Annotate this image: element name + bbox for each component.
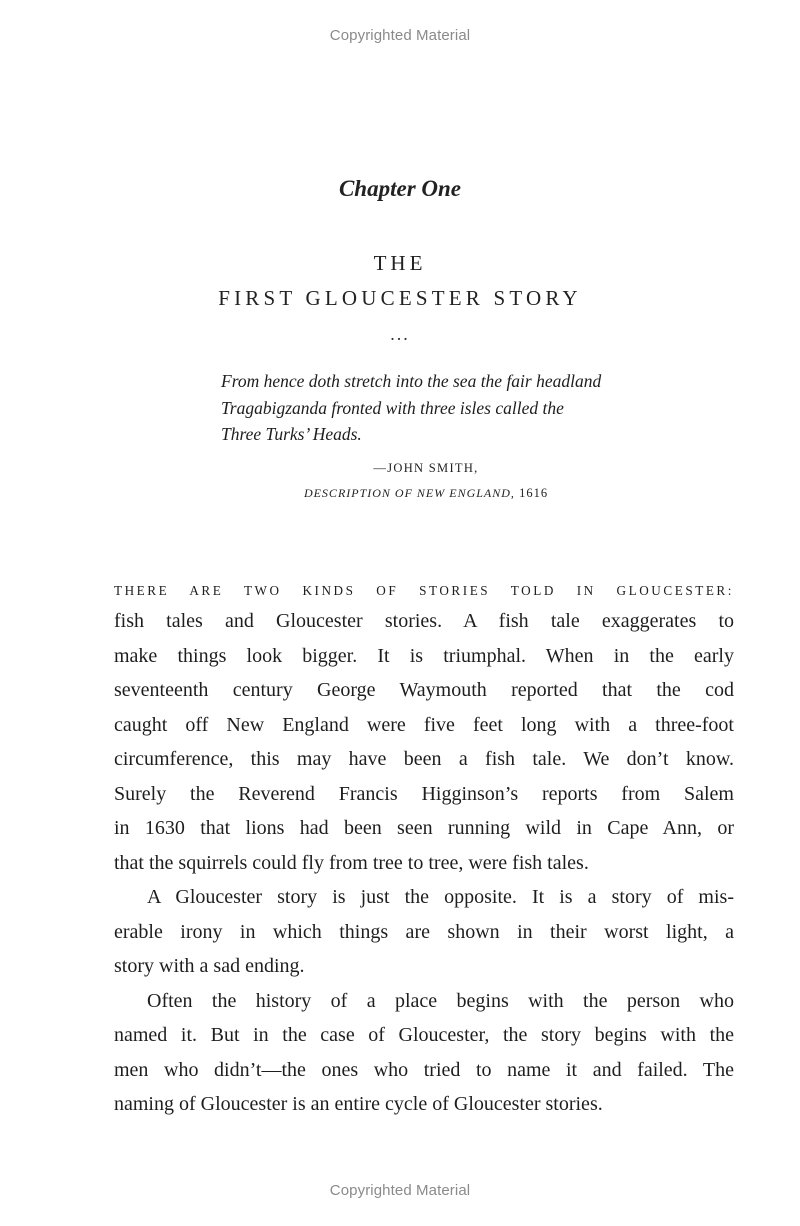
epigraph-line: Three Turks’ Heads. — [221, 424, 362, 444]
body-line: caught off New England were five feet long with a three-foot — [114, 713, 734, 736]
body-line: in 1630 that lions had been seen running wild in Cape Ann, or — [114, 817, 734, 839]
body-line: seventeenth century George Waymouth reported that the cod — [114, 679, 734, 701]
chapter-title-line-1: THE — [373, 251, 427, 275]
body-line: named it. But in the case of Gloucester, the story begins with the — [114, 1024, 734, 1046]
body-line: circumference, this may have been a fish tale. We don’t know. — [114, 748, 734, 770]
body-line: make things look bigger. It is triumphal. When in the early — [114, 644, 734, 667]
body-line: that the squirrels could fly from tree to tree, were fish tales. — [114, 851, 589, 874]
body-line: fish tales and Gloucester stories. A fish tale exaggerates to — [114, 610, 734, 632]
epigraph-author: —JOHN SMITH, — [373, 461, 479, 475]
chapter-label: Chapter One — [338, 176, 462, 201]
body-line: erable irony in which things are shown in their worst light, a — [114, 920, 734, 943]
epigraph-source-title: DESCRIPTION OF NEW ENGLAND, — [303, 486, 515, 500]
copyright-watermark-top: Copyrighted Material — [329, 27, 471, 44]
body-line: A Gloucester story is just the opposite. It is a story of mis- — [147, 886, 734, 908]
body-text — [114, 578, 734, 1122]
epigraph-line: From hence doth stretch into the sea the fair headland — [221, 371, 602, 391]
epigraph-source-year: 1616 — [519, 486, 549, 500]
body-line: story with a sad ending. — [114, 955, 305, 977]
copyright-watermark-bottom: Copyrighted Material — [329, 1182, 471, 1199]
body-line: Surely the Reverend Francis Higginson’s reports from Salem — [114, 782, 734, 805]
paragraph-lead-in: THERE ARE TWO KINDS OF STORIES TOLD IN GLOUCESTER: — [114, 583, 734, 598]
chapter-title-line-2: FIRST GLOUCESTER STORY — [218, 286, 582, 310]
epigraph — [221, 368, 661, 448]
epigraph-source — [221, 486, 631, 501]
title-ornament: ... — [390, 324, 410, 344]
body-line: Often the history of a place begins with the person who — [147, 989, 734, 1012]
body-line: men who didn’t—the ones who tried to name it and failed. The — [114, 1058, 734, 1081]
body-line: naming of Gloucester is an entire cycle of Gloucester stories. — [114, 1093, 603, 1115]
epigraph-line: Tragabigzanda fronted with three isles called the — [221, 397, 564, 418]
